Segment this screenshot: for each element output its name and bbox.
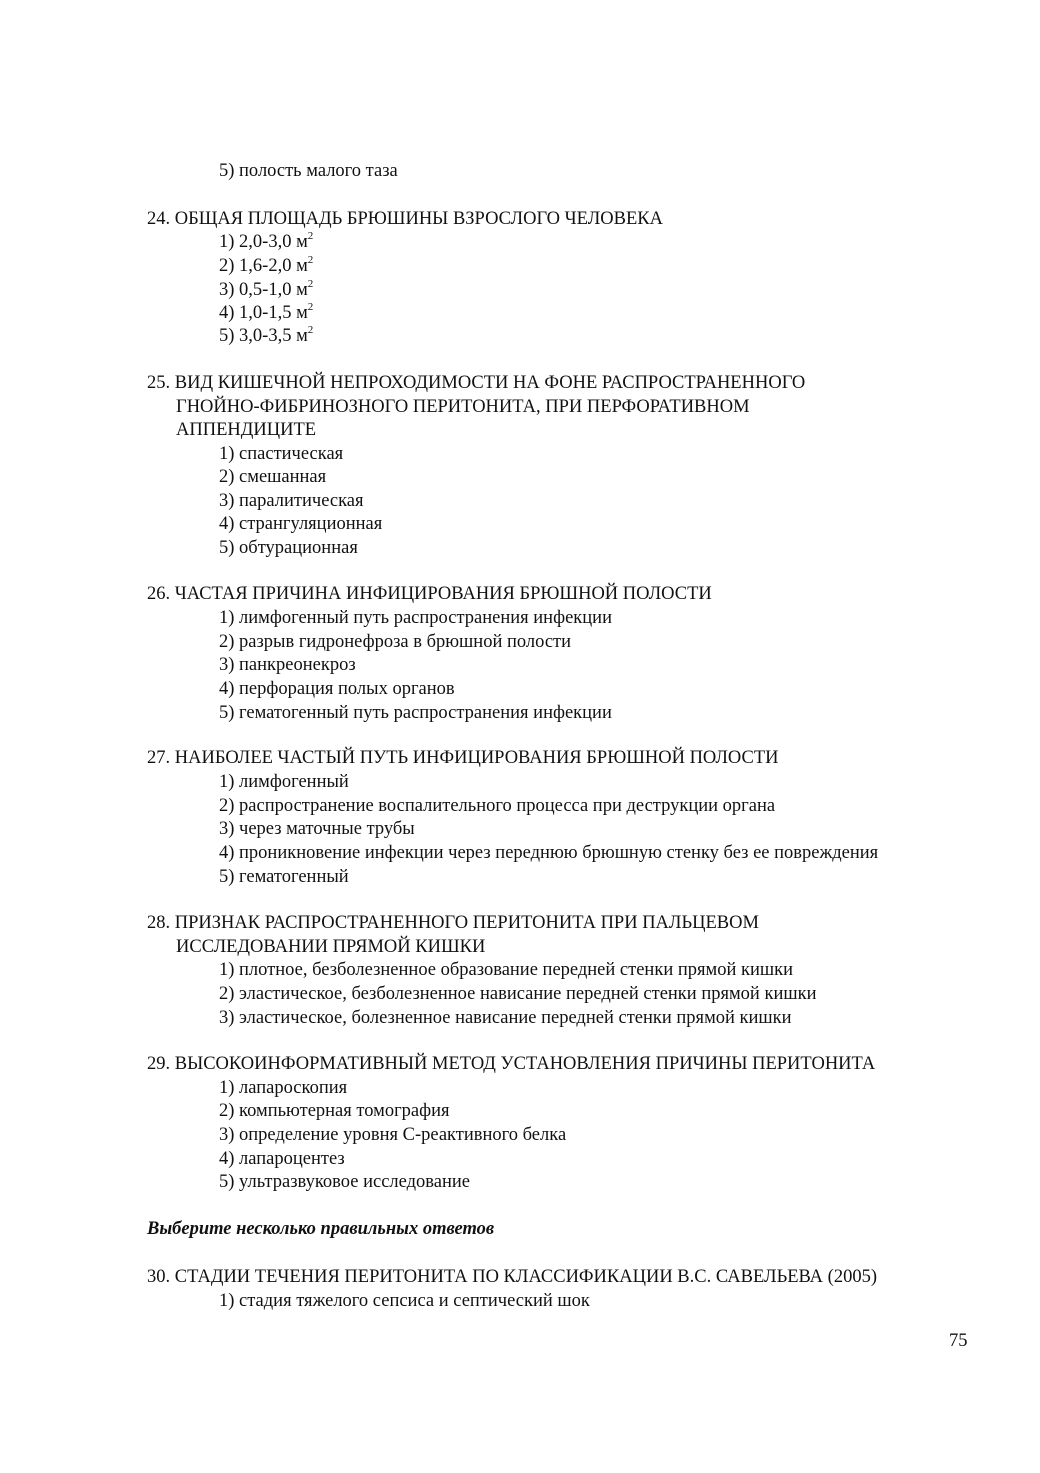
unit-superscript: 2	[307, 301, 314, 313]
section-note: Выберите несколько правильных ответов	[147, 1219, 495, 1239]
unit-superscript: 2	[307, 254, 314, 266]
question-29-option-5: 5) ультразвуковое исследование	[219, 1172, 470, 1192]
question-29-option-1: 1) лапароскопия	[219, 1078, 348, 1098]
question-24-option-5: 5) 3,0-3,5 $м^2$	[219, 324, 314, 346]
question-25-option-3: 3) паралитическая	[219, 491, 364, 511]
question-27-option-5: 5) гематогенный	[219, 867, 349, 887]
unit-superscript: 2	[307, 278, 314, 290]
question-27-option-3: 3) через маточные трубы	[219, 819, 415, 839]
question-27-title: 27. НАИБОЛЕЕ ЧАСТЫЙ ПУТЬ ИНФИЦИРОВАНИЯ БРЮШНОЙ ПОЛОСТИ	[147, 748, 779, 768]
question-25-option-1: 1) спастическая	[219, 444, 344, 464]
question-27-option-2: 2) распространение воспалительного процесса при деструкции органа	[219, 796, 776, 816]
question-28-title-cont: ИССЛЕДОВАНИИ ПРЯМОЙ КИШКИ	[176, 937, 486, 957]
question-29-option-4: 4) лапароцентез	[219, 1149, 345, 1169]
question-26-title: 26. ЧАСТАЯ ПРИЧИНА ИНФИЦИРОВАНИЯ БРЮШНОЙ ПОЛОСТИ	[147, 584, 712, 604]
question-24-option-2: 2) 1,6-2,0 $м^2$	[219, 254, 314, 276]
question-30-option-1: 1) стадия тяжелого сепсиса и септический шок	[219, 1291, 590, 1311]
carryover-option: 5) полость малого таза	[219, 161, 398, 181]
question-25-option-4: 4) странгуляционная	[219, 514, 383, 534]
question-25-title-cont: АППЕНДИЦИТЕ	[176, 420, 317, 440]
question-26-option-5: 5) гематогенный путь распространения инфекции	[219, 703, 612, 723]
question-25-title-cont: ГНОЙНО-ФИБРИНОЗНОГО ПЕРИТОНИТА, ПРИ ПЕРФОРАТИВНОМ	[176, 397, 750, 417]
question-27-option-4: 4) проникновение инфекции через переднюю брюшную стенку без ее повреждения	[219, 843, 879, 863]
page-number: 75	[949, 1331, 968, 1351]
question-28-option-2: 2) эластическое, безболезненное нависание передней стенки прямой кишки	[219, 984, 817, 1004]
question-29-title: 29. ВЫСОКОИНФОРМАТИВНЫЙ МЕТОД УСТАНОВЛЕНИЯ ПРИЧИНЫ ПЕРИТОНИТА	[147, 1054, 876, 1074]
question-30-title: 30. СТАДИИ ТЕЧЕНИЯ ПЕРИТОНИТА ПО КЛАССИФИКАЦИИ В.С. САВЕЛЬЕВА (2005)	[147, 1267, 877, 1287]
question-27-option-1: 1) лимфогенный	[219, 772, 349, 792]
question-26-option-2: 2) разрыв гидронефроза в брюшной полости	[219, 632, 572, 652]
question-28-option-1: 1) плотное, безболезненное образование передней стенки прямой кишки	[219, 960, 794, 980]
question-24-title: 24. ОБЩАЯ ПЛОЩАДЬ БРЮШИНЫ ВЗРОСЛОГО ЧЕЛОВЕКА	[147, 209, 663, 229]
question-26-option-1: 1) лимфогенный путь распространения инфекции	[219, 608, 612, 628]
question-28-title: 28. ПРИЗНАК РАСПРОСТРАНЕННОГО ПЕРИТОНИТА ПРИ ПАЛЬЦЕВОМ	[147, 913, 759, 933]
question-26-option-4: 4) перфорация полых органов	[219, 679, 455, 699]
unit-superscript: 2	[307, 230, 314, 242]
question-28-option-3: 3) эластическое, болезненное нависание передней стенки прямой кишки	[219, 1008, 792, 1028]
question-25-option-2: 2) смешанная	[219, 467, 327, 487]
question-25-option-5: 5) обтурационная	[219, 538, 358, 558]
question-24-option-1: 1) 2,0-3,0 $м^2$	[219, 230, 314, 252]
question-29-option-2: 2) компьютерная томография	[219, 1101, 450, 1121]
question-24-option-3: 3) 0,5-1,0 $м^2$	[219, 278, 314, 300]
unit-superscript: 2	[307, 324, 314, 336]
question-25-title: 25. ВИД КИШЕЧНОЙ НЕПРОХОДИМОСТИ НА ФОНЕ РАСПРОСТРАНЕННОГО	[147, 373, 806, 393]
question-29-option-3: 3) определение уровня С-реактивного белка	[219, 1125, 567, 1145]
question-24-option-4: 4) 1,0-1,5 $м^2$	[219, 301, 314, 323]
question-26-option-3: 3) панкреонекроз	[219, 655, 356, 675]
